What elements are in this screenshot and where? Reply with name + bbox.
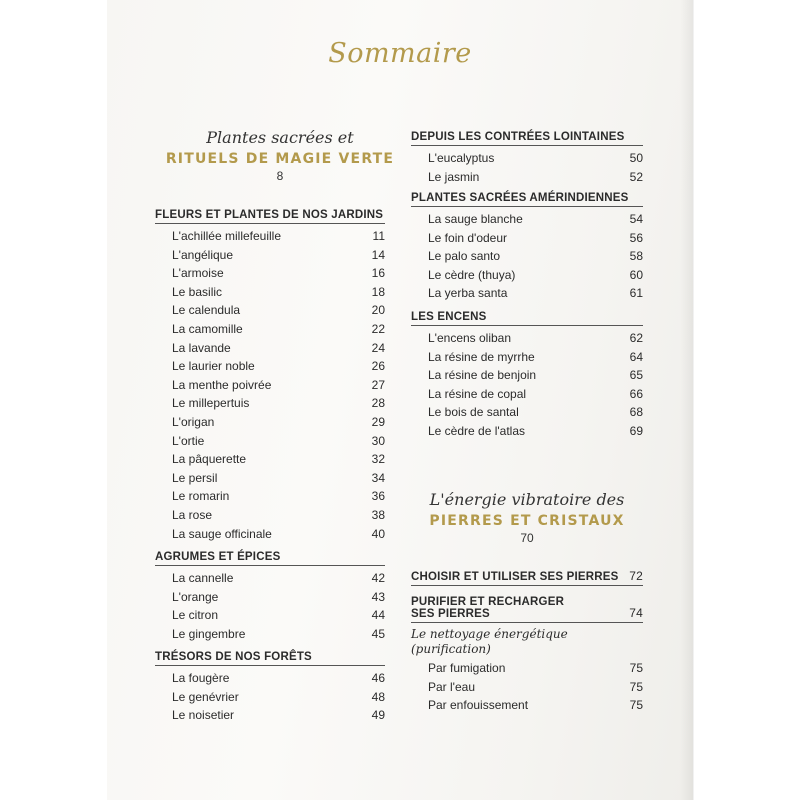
toc-entry-page-number: 46 <box>371 671 385 685</box>
toc-entry <box>411 678 643 697</box>
toc-group-purifier <box>411 596 643 715</box>
toc-entry-page-number: 58 <box>629 249 643 264</box>
toc-entry-page-number: 60 <box>629 267 643 282</box>
toc-entry <box>155 264 385 283</box>
toc-entry-page-number: 20 <box>371 303 385 318</box>
toc-entry <box>411 284 643 303</box>
subsection-line-1: Le nettoyage énergétique <box>411 627 568 641</box>
toc-entry <box>411 149 643 168</box>
section-caps-title: PIERRES ET CRISTAUX <box>429 513 625 529</box>
toc-entry <box>411 422 643 441</box>
toc-entry-label: L'encens oliban <box>428 331 512 345</box>
subsection-title-nettoyage <box>411 627 643 657</box>
toc-entry-page-number: 44 <box>371 608 385 623</box>
toc-entry-label: La résine de copal <box>428 386 527 401</box>
toc-entry-page-number: 56 <box>629 230 643 245</box>
toc-entry <box>155 669 385 688</box>
toc-entry-page-number: 75 <box>629 698 643 713</box>
toc-entry-page-number: 18 <box>371 284 385 299</box>
toc-entry <box>411 229 643 248</box>
toc-entry-page-number: 30 <box>371 433 385 448</box>
toc-entry-page-number: 40 <box>371 526 385 541</box>
toc-entry-label: Le laurier noble <box>172 359 255 374</box>
toc-entry-page-number: 68 <box>629 405 643 420</box>
toc-entry-page-number: 11 <box>372 229 385 243</box>
toc-entry-label: Le noisetier <box>172 708 235 723</box>
toc-entry <box>155 339 385 358</box>
toc-entry-label: L'armoise <box>172 266 224 281</box>
toc-entry-label: Le jasmin <box>428 169 480 184</box>
toc-entry <box>411 696 643 715</box>
toc-entry-page-number: 36 <box>371 489 385 504</box>
toc-entry-label: Le genévrier <box>172 689 239 704</box>
heading-line-1: PURIFIER ET RECHARGER <box>411 596 565 608</box>
toc-entry-page-number: 50 <box>629 151 643 165</box>
toc-entry-label: La camomille <box>172 321 243 336</box>
toc-group-agrumes <box>155 551 385 643</box>
heading-label: CHOISIR ET UTILISER SES PIERRES <box>411 571 619 583</box>
toc-entry-label: Le bois de santal <box>428 405 519 420</box>
toc-entry-page-number: 61 <box>629 286 643 301</box>
toc-entry-page-number: 32 <box>371 452 385 467</box>
toc-entry <box>411 403 643 422</box>
toc-entry <box>155 301 385 320</box>
toc-entry <box>155 246 385 265</box>
subsection-line-2: (purification) <box>411 642 491 656</box>
toc-entry-label: La résine de benjoin <box>428 368 537 383</box>
toc-entry-label: Le romarin <box>172 489 230 504</box>
toc-entry-page-number: 22 <box>371 321 385 336</box>
toc-entry <box>411 385 643 404</box>
toc-entry-label: Le cèdre de l'atlas <box>428 423 526 438</box>
toc-entry <box>411 168 643 187</box>
toc-entry <box>155 432 385 451</box>
toc-entry <box>155 283 385 302</box>
toc-entry <box>155 525 385 544</box>
toc-entry-label: Le basilic <box>172 284 223 299</box>
toc-entry <box>155 625 385 644</box>
toc-entry <box>411 266 643 285</box>
toc-entry-page-number: 66 <box>629 386 643 401</box>
page-title: Sommaire <box>328 38 472 69</box>
toc-entry-label: La cannelle <box>172 571 234 585</box>
toc-entry <box>411 348 643 367</box>
toc-entry-page-number: 43 <box>371 589 385 604</box>
toc-entry <box>155 588 385 607</box>
toc-entry-label: La pâquerette <box>172 452 247 467</box>
toc-entry-label: Le gingembre <box>172 626 246 641</box>
section-page-number: 70 <box>520 531 534 545</box>
section-heading-plantes <box>155 128 405 183</box>
toc-group-amerindiennes <box>411 192 643 303</box>
toc-entry <box>155 706 385 725</box>
toc-entry-label: Le calendula <box>172 303 241 318</box>
toc-entry-label: L'ortie <box>172 433 205 448</box>
toc-entry-page-number: 48 <box>371 689 385 704</box>
toc-group-contrees <box>411 131 643 186</box>
toc-entry <box>155 469 385 488</box>
toc-entry-page-number: 38 <box>371 507 385 522</box>
toc-heading-choisir <box>411 569 643 586</box>
toc-entry-label: L'origan <box>172 414 215 429</box>
toc-entry-label: La menthe poivrée <box>172 377 272 392</box>
section-script-title: Plantes sacrées et <box>206 128 354 147</box>
toc-group-encens <box>411 311 643 441</box>
toc-entry <box>155 506 385 525</box>
group-title: TRÉSORS DE NOS FORÊTS <box>155 651 385 666</box>
toc-entry-label: La sauge blanche <box>428 212 523 226</box>
toc-entry-label: Le millepertuis <box>172 396 250 411</box>
toc-entry-label: L'eucalyptus <box>428 151 495 165</box>
section-script-title: L'énergie vibratoire des <box>429 490 625 509</box>
toc-entry-label: Le persil <box>172 470 218 485</box>
toc-entry-label: La yerba santa <box>428 286 508 301</box>
toc-entry <box>155 450 385 469</box>
toc-entry-label: Par enfouissement <box>428 698 529 713</box>
toc-entry-page-number: 69 <box>629 423 643 438</box>
toc-entry-page-number: 28 <box>371 396 385 411</box>
toc-entry-label: Le citron <box>172 608 219 623</box>
toc-entry-page-number: 54 <box>629 212 643 226</box>
toc-entry <box>411 247 643 266</box>
toc-entry-page-number: 64 <box>629 349 643 364</box>
toc-entry <box>155 688 385 707</box>
group-title: PLANTES SACRÉES AMÉRINDIENNES <box>411 192 643 207</box>
toc-entry-page-number: 52 <box>629 169 643 184</box>
toc-entry-page-number: 45 <box>371 626 385 641</box>
toc-group-jardins <box>155 209 385 543</box>
toc-entry <box>155 320 385 339</box>
toc-entry-label: L'achillée millefeuille <box>172 229 282 243</box>
toc-entry <box>155 394 385 413</box>
toc-heading-purifier <box>411 596 643 623</box>
toc-entry-label: La rose <box>172 507 213 522</box>
group-title: AGRUMES ET ÉPICES <box>155 551 385 566</box>
toc-entry-label: Le foin d'odeur <box>428 230 508 245</box>
toc-entry-page-number: 26 <box>371 359 385 374</box>
toc-entry-label: La résine de myrrhe <box>428 349 535 364</box>
section-heading-pierres <box>411 490 643 545</box>
toc-entry-page-number: 75 <box>629 679 643 694</box>
toc-entry-page-number: 49 <box>371 708 385 723</box>
toc-entry-label: L'orange <box>172 589 219 604</box>
toc-entry <box>155 357 385 376</box>
toc-entry-label: Le cèdre (thuya) <box>428 267 516 282</box>
toc-entry-page-number: 14 <box>371 247 385 262</box>
toc-entry <box>411 329 643 348</box>
toc-entry-page-number: 42 <box>371 571 385 585</box>
page-edge-shadow <box>680 0 694 800</box>
heading-page-number: 72 <box>629 569 643 583</box>
toc-entry-page-number: 29 <box>371 414 385 429</box>
toc-entry-label: Le palo santo <box>428 249 501 264</box>
toc-entry <box>411 659 643 678</box>
toc-entry <box>155 413 385 432</box>
toc-entry-choisir <box>411 569 643 589</box>
heading-label <box>411 596 564 620</box>
toc-entry <box>155 376 385 395</box>
toc-entry <box>155 606 385 625</box>
toc-entry-label: La sauge officinale <box>172 526 272 541</box>
toc-entry-page-number: 62 <box>629 331 643 345</box>
toc-entry-page-number: 24 <box>371 340 385 355</box>
toc-entry-page-number: 16 <box>371 266 385 281</box>
toc-entry-label: Par fumigation <box>428 661 506 675</box>
section-page-number: 8 <box>276 169 284 183</box>
heading-line-2: SES PIERRES <box>411 608 490 620</box>
toc-entry <box>411 366 643 385</box>
toc-entry-page-number: 34 <box>371 470 385 485</box>
toc-entry-page-number: 27 <box>371 377 385 392</box>
toc-entry-label: La lavande <box>172 340 231 355</box>
toc-entry-page-number: 65 <box>629 368 643 383</box>
toc-entry <box>155 487 385 506</box>
toc-entry <box>411 210 643 229</box>
toc-entry <box>155 227 385 246</box>
group-title: LES ENCENS <box>411 311 643 326</box>
group-title: FLEURS ET PLANTES DE NOS JARDINS <box>155 209 385 224</box>
toc-entry-page-number: 75 <box>629 661 643 675</box>
toc-entry-label: Par l'eau <box>428 679 475 694</box>
group-title: DEPUIS LES CONTRÉES LOINTAINES <box>411 131 643 146</box>
toc-entry-label: L'angélique <box>172 247 234 262</box>
toc-entry-label: La fougère <box>172 671 230 685</box>
toc-group-forets <box>155 651 385 725</box>
toc-entry <box>155 569 385 588</box>
heading-page-number: 74 <box>629 606 643 620</box>
section-caps-title: RITUELS DE MAGIE VERTE <box>165 151 395 167</box>
